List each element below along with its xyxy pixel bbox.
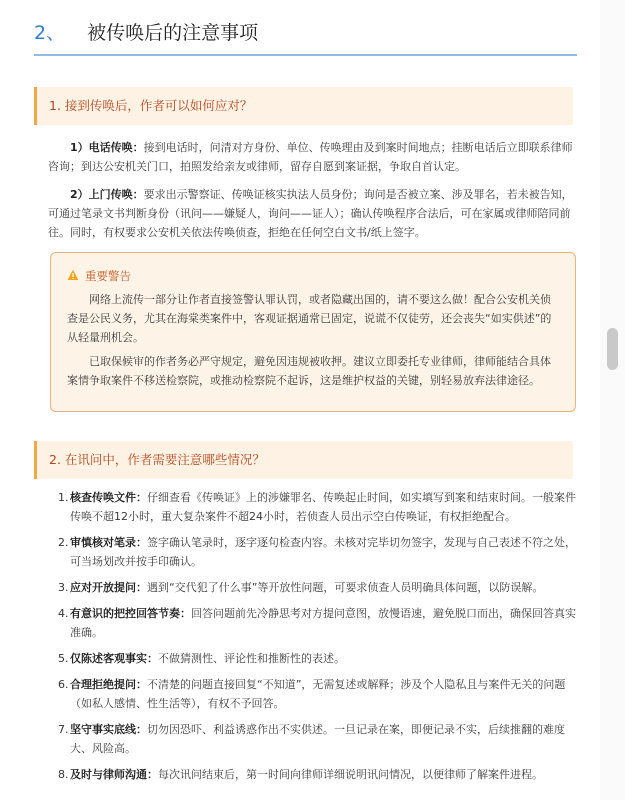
list-item <box>59 604 581 642</box>
vertical-scrollbar[interactable] <box>600 0 625 800</box>
section-number: 2、 <box>34 22 66 44</box>
section-heading <box>34 18 258 45</box>
question-title-1: 1. 接到传唤后，作者可以如何应对？ <box>49 98 253 113</box>
item-text: 切勿因恐吓、利益诱惑作出不实供述。一旦记录在案，即便记录不实，后续推翻的难度大、风险高。 <box>70 723 565 755</box>
item-title: 应对开放提问： <box>70 581 147 594</box>
list-item <box>59 578 581 597</box>
item-text: 不做猜测性、评论性和推断性的表述。 <box>158 652 345 665</box>
warning-paragraph-2: 已取保候审的作者务必严守规定，避免因违规被收押。建议立即委托专业律师，律师能结合具体案情争取案件不移送检察院，或推动检察院不起诉，这是维护权益的关键，别轻易放弃法律途径。 <box>67 355 551 387</box>
item-text: 遇到“交代犯了什么事”等开放性问题，可要求侦查人员明确具体问题，以防误解。 <box>147 581 544 594</box>
paragraph-phone-summons <box>48 138 580 176</box>
item-title: 有意识的把控回答节奏： <box>70 607 191 620</box>
warning-paragraph-1: 网络上流传一部分让作者直接签警认罪认罚，或者隐藏出国的，请不要这么做！配合公安机关侦查是公民义务，尤其在海棠类案件中，客观证据通常已固定，说谎不仅徒劳，还会丧失“如实供述”的从轻量刑机会。 <box>67 293 552 344</box>
item-title: 核查传唤文件： <box>70 491 147 504</box>
warning-icon <box>67 269 79 281</box>
section-title: 被传唤后的注意事项 <box>87 22 259 44</box>
paragraph-text: 接到电话时，问清对方身份、单位、传唤理由及到案时间地点；挂断电话后立即联系律师咨询；到达公安机关门口，拍照发给亲友或律师，留存自愿到案证据，争取自首认定。 <box>48 141 573 173</box>
item-title: 合理拒绝提问： <box>70 678 147 691</box>
item-number: 5. <box>58 652 69 665</box>
list-item <box>59 533 581 571</box>
warning-box <box>50 252 576 412</box>
paragraph-label: 1）电话传唤： <box>70 141 144 154</box>
question-callout-1 <box>34 87 573 125</box>
heading-divider <box>34 54 577 56</box>
item-text: 仔细查看《传唤证》上的涉嫌罪名、传唤起止时间，如实填写到案和结束时间。一般案件传唤不超12小时，重大复杂案件不超24小时，若侦查人员出示空白传唤证，有权拒绝配合。 <box>70 491 576 523</box>
item-number: 4. <box>58 607 69 620</box>
item-number: 7. <box>58 723 69 736</box>
item-title: 审慎核对笔录： <box>70 536 147 549</box>
item-number: 2. <box>58 536 69 549</box>
list-item <box>59 675 581 713</box>
item-title: 坚守事实底线： <box>70 723 147 736</box>
paragraph-text: 要求出示警察证、传唤证核实执法人员身份；询问是否被立案、涉及罪名，若未被告知，可通过笔录文书判断身份（讯问——嫌疑人，询问——证人）；确认传唤程序合法后，可在家属或律师陪同前往。同时，有权要求公安机关依法传唤侦查，拒绝在任何空白文书/纸上签字。 <box>48 188 573 239</box>
warning-title-text: 重要警告 <box>85 269 131 283</box>
list-item <box>59 765 581 784</box>
item-text: 回答问题前先冷静思考对方提问意图，放慢语速，避免脱口而出，确保回答真实准确。 <box>70 607 576 639</box>
warning-title <box>67 268 131 284</box>
item-title: 仅陈述客观事实： <box>70 652 158 665</box>
paragraph-home-summons <box>48 185 580 242</box>
paragraph-label: 2）上门传唤： <box>70 188 144 201</box>
question-title-2: 2. 在讯问中，作者需要注意哪些情况？ <box>49 452 265 467</box>
item-number: 8. <box>58 768 69 781</box>
item-number: 1. <box>58 491 69 504</box>
item-number: 6. <box>58 678 69 691</box>
item-text: 不清楚的问题直接回复“不知道”，无需复述或解释；涉及个人隐私且与案件无关的问题（如私人感情、性生活等），有权不予回答。 <box>70 678 566 710</box>
item-text: 签字确认笔录时，逐字逐句检查内容。未核对完毕切勿签字，发现与自己表述不符之处，可当场划改并按手印确认。 <box>70 536 576 568</box>
caution-list <box>59 488 581 791</box>
list-item <box>59 488 581 526</box>
scrollbar-thumb[interactable] <box>607 328 618 370</box>
question-callout-2 <box>34 441 573 479</box>
list-item <box>59 720 581 758</box>
item-title: 及时与律师沟通： <box>70 768 158 781</box>
item-text: 每次讯问结束后，第一时间向律师详细说明讯问情况，以便律师了解案件进程。 <box>158 768 543 781</box>
item-number: 3. <box>58 581 69 594</box>
list-item <box>59 649 581 668</box>
